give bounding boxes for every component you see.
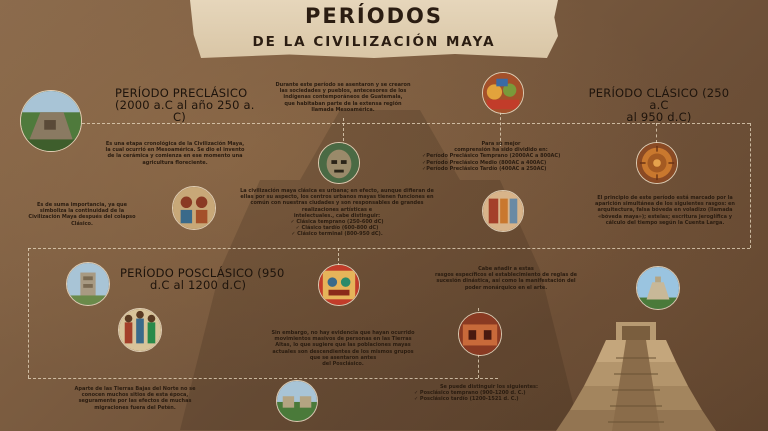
text-clasico-rasgos <box>580 195 750 226</box>
text-cabe-anadir <box>424 266 588 291</box>
text-line: ✓ Clásico terminal (800-950 dC). <box>291 231 383 238</box>
connector-clasico <box>656 123 657 143</box>
text-line: ✓ Clásico tardío (600-800 dC) <box>295 225 379 232</box>
text-line: El principio de este período está marcado por la <box>597 195 733 201</box>
text-preclasico-division <box>420 141 582 172</box>
text-line: agricultura floreciente. <box>142 159 208 166</box>
heading-preclasico-line-2: (2000 a.C al año 250 a. <box>115 98 255 112</box>
heading-preclasico-line-1: PERÍODO PRECLÁSICO <box>115 86 248 100</box>
text-line: intelectuales., cabe distinguir: <box>293 212 381 219</box>
text-line: migraciones fuera del Petén. <box>94 404 176 411</box>
heading-clasico-line-1: PERÍODO CLÁSICO (250 a.C <box>588 86 730 112</box>
text-line: sucesión dinástica, así como la manifestación del <box>436 278 576 285</box>
text-line: ✓Período Preclásico Medio (800AC a 400AC) <box>422 159 547 166</box>
text-line: la cual ocurrió en Mesoamérica. Se dio el invento <box>105 147 245 154</box>
maya-dancers-photo <box>118 308 162 352</box>
page-title: PERÍODOS <box>305 4 443 28</box>
text-tierras-bajas <box>60 386 210 411</box>
ruins-rooms-photo <box>458 312 502 356</box>
text-line: La civilización maya clásica es urbana; en efecto, aunque difieran de <box>240 188 434 194</box>
text-line: del Posclásico. <box>322 361 364 368</box>
maya-figures-art-photo <box>318 264 360 306</box>
text-line: Es de suma importancia, ya que <box>36 202 128 208</box>
text-line: «bóveda maya»); estelas; escritura jeroglífica y <box>598 213 732 220</box>
maya-mural-photo <box>172 186 216 230</box>
text-line: movimientos masivos de personas en las Tierras <box>274 336 412 343</box>
text-line: seguramente por las efectos de muchas <box>78 398 192 405</box>
heading-preclasico <box>115 87 255 123</box>
text-line: las sociedades y pueblos, antecesores de los <box>279 88 407 95</box>
stone-mask-photo <box>318 142 360 184</box>
timeline-line-left <box>28 248 29 378</box>
text-line: arquitectura, falsa bóveda en voladizo (llamada <box>597 207 733 214</box>
ball-court-photo <box>276 380 318 422</box>
timeline-line-bottom <box>28 378 498 379</box>
text-importancia <box>26 202 138 227</box>
text-line: Sin embargo, no hay evidencia que hayan ocurrido <box>271 330 415 336</box>
text-line: Para su mejor <box>481 141 521 147</box>
maya-market-photo <box>482 72 524 114</box>
text-line: Cabe añadir a estas <box>478 266 534 272</box>
text-line: Es una etapa cronológica de la Civilización Maya, <box>105 141 245 147</box>
text-line: cálculo del tiempo según la Cuenta Larga. <box>605 219 725 226</box>
kukulkan-pyramid-illustration <box>550 318 722 431</box>
heading-posclasico-line-1: PERÍODO POSCLÁSICO (950 <box>120 266 285 280</box>
text-line: poder monárquico en el arte. <box>464 284 548 291</box>
text-line: Clásico. <box>71 220 93 227</box>
text-clasica-urbana <box>228 188 446 238</box>
heading-clasico <box>584 87 734 123</box>
text-line: simboliza la continuidad de la <box>39 208 125 215</box>
text-line: indígenas contemporáneos de Guatemala, <box>283 94 403 101</box>
text-line: rasgos específicos el establecimiento de reglas de <box>434 272 578 279</box>
text-line: Aparte de las Tierras Bajas del Norte no se <box>74 386 196 392</box>
text-sin-embargo <box>262 330 424 367</box>
text-line: realizaciones artísticas e <box>301 206 373 213</box>
text-line: llamada Mesoamérica. <box>311 106 375 113</box>
text-top-center <box>262 82 424 113</box>
text-posclasico-division <box>414 384 564 403</box>
text-line: ✓Período Preclásico Tardío (400AC a 250AC) <box>422 165 547 172</box>
text-line: ✓Período Preclásico Temprano (2000AC a 800AC) <box>422 153 561 160</box>
text-line: ✓ Clásica temprano (250-600 dC) <box>290 219 384 226</box>
timeline-line-middle <box>28 248 750 249</box>
maya-painting-photo <box>482 190 524 232</box>
text-line: aparición simultánea de los siguientes rasgos: en <box>595 201 735 208</box>
text-line: que se asentaron antes <box>309 354 377 361</box>
text-line: actuales son descendientes de los mismos grupos <box>272 348 414 355</box>
maya-calendar-stone-photo <box>636 142 678 184</box>
heading-posclasico-line-2: d.C al 1200 d.C) <box>150 278 247 292</box>
text-line: Civilización Maya después del colapso <box>28 214 136 221</box>
text-line: Durante este período se asentaron y se crearon <box>275 82 411 88</box>
stone-stela-photo <box>66 262 110 306</box>
page-subtitle: DE LA CIVILIZACIÓN MAYA <box>252 34 496 50</box>
timeline-line-right <box>750 123 751 248</box>
text-line: ✓ Posclásico temprano (900-1200 d. C.) <box>414 390 526 397</box>
text-line: Altas, lo que sugiere que las poblaciones mayas <box>275 342 411 349</box>
heading-posclasico <box>120 267 285 291</box>
text-line: de la cerámica y comienza en ese momento una <box>107 153 243 160</box>
text-line: ellas por su aspecto, los centros urbanos mayas tienen funciones en <box>240 194 434 201</box>
text-preclasico-description <box>96 141 254 166</box>
heading-clasico-line-2: al 950 d.C) <box>626 110 692 124</box>
text-line: común con nuestras ciudades y son responsables de grandes <box>250 200 424 207</box>
heading-preclasico-line-3: C) <box>173 110 186 124</box>
text-line: Se puede distinguir los siguientes: <box>439 384 539 390</box>
text-line: que habitaban parte de la extensa región <box>284 100 402 107</box>
el-castillo-pyramid-photo <box>636 266 680 310</box>
ruins-temple-photo <box>20 90 82 152</box>
text-line: conocen muchos sitios de esta época, <box>81 392 189 399</box>
text-line: comprensión ha sido dividido en: <box>454 147 548 154</box>
text-line: ✓ Posclásico tardío (1200-1521 d. C.) <box>414 396 519 403</box>
